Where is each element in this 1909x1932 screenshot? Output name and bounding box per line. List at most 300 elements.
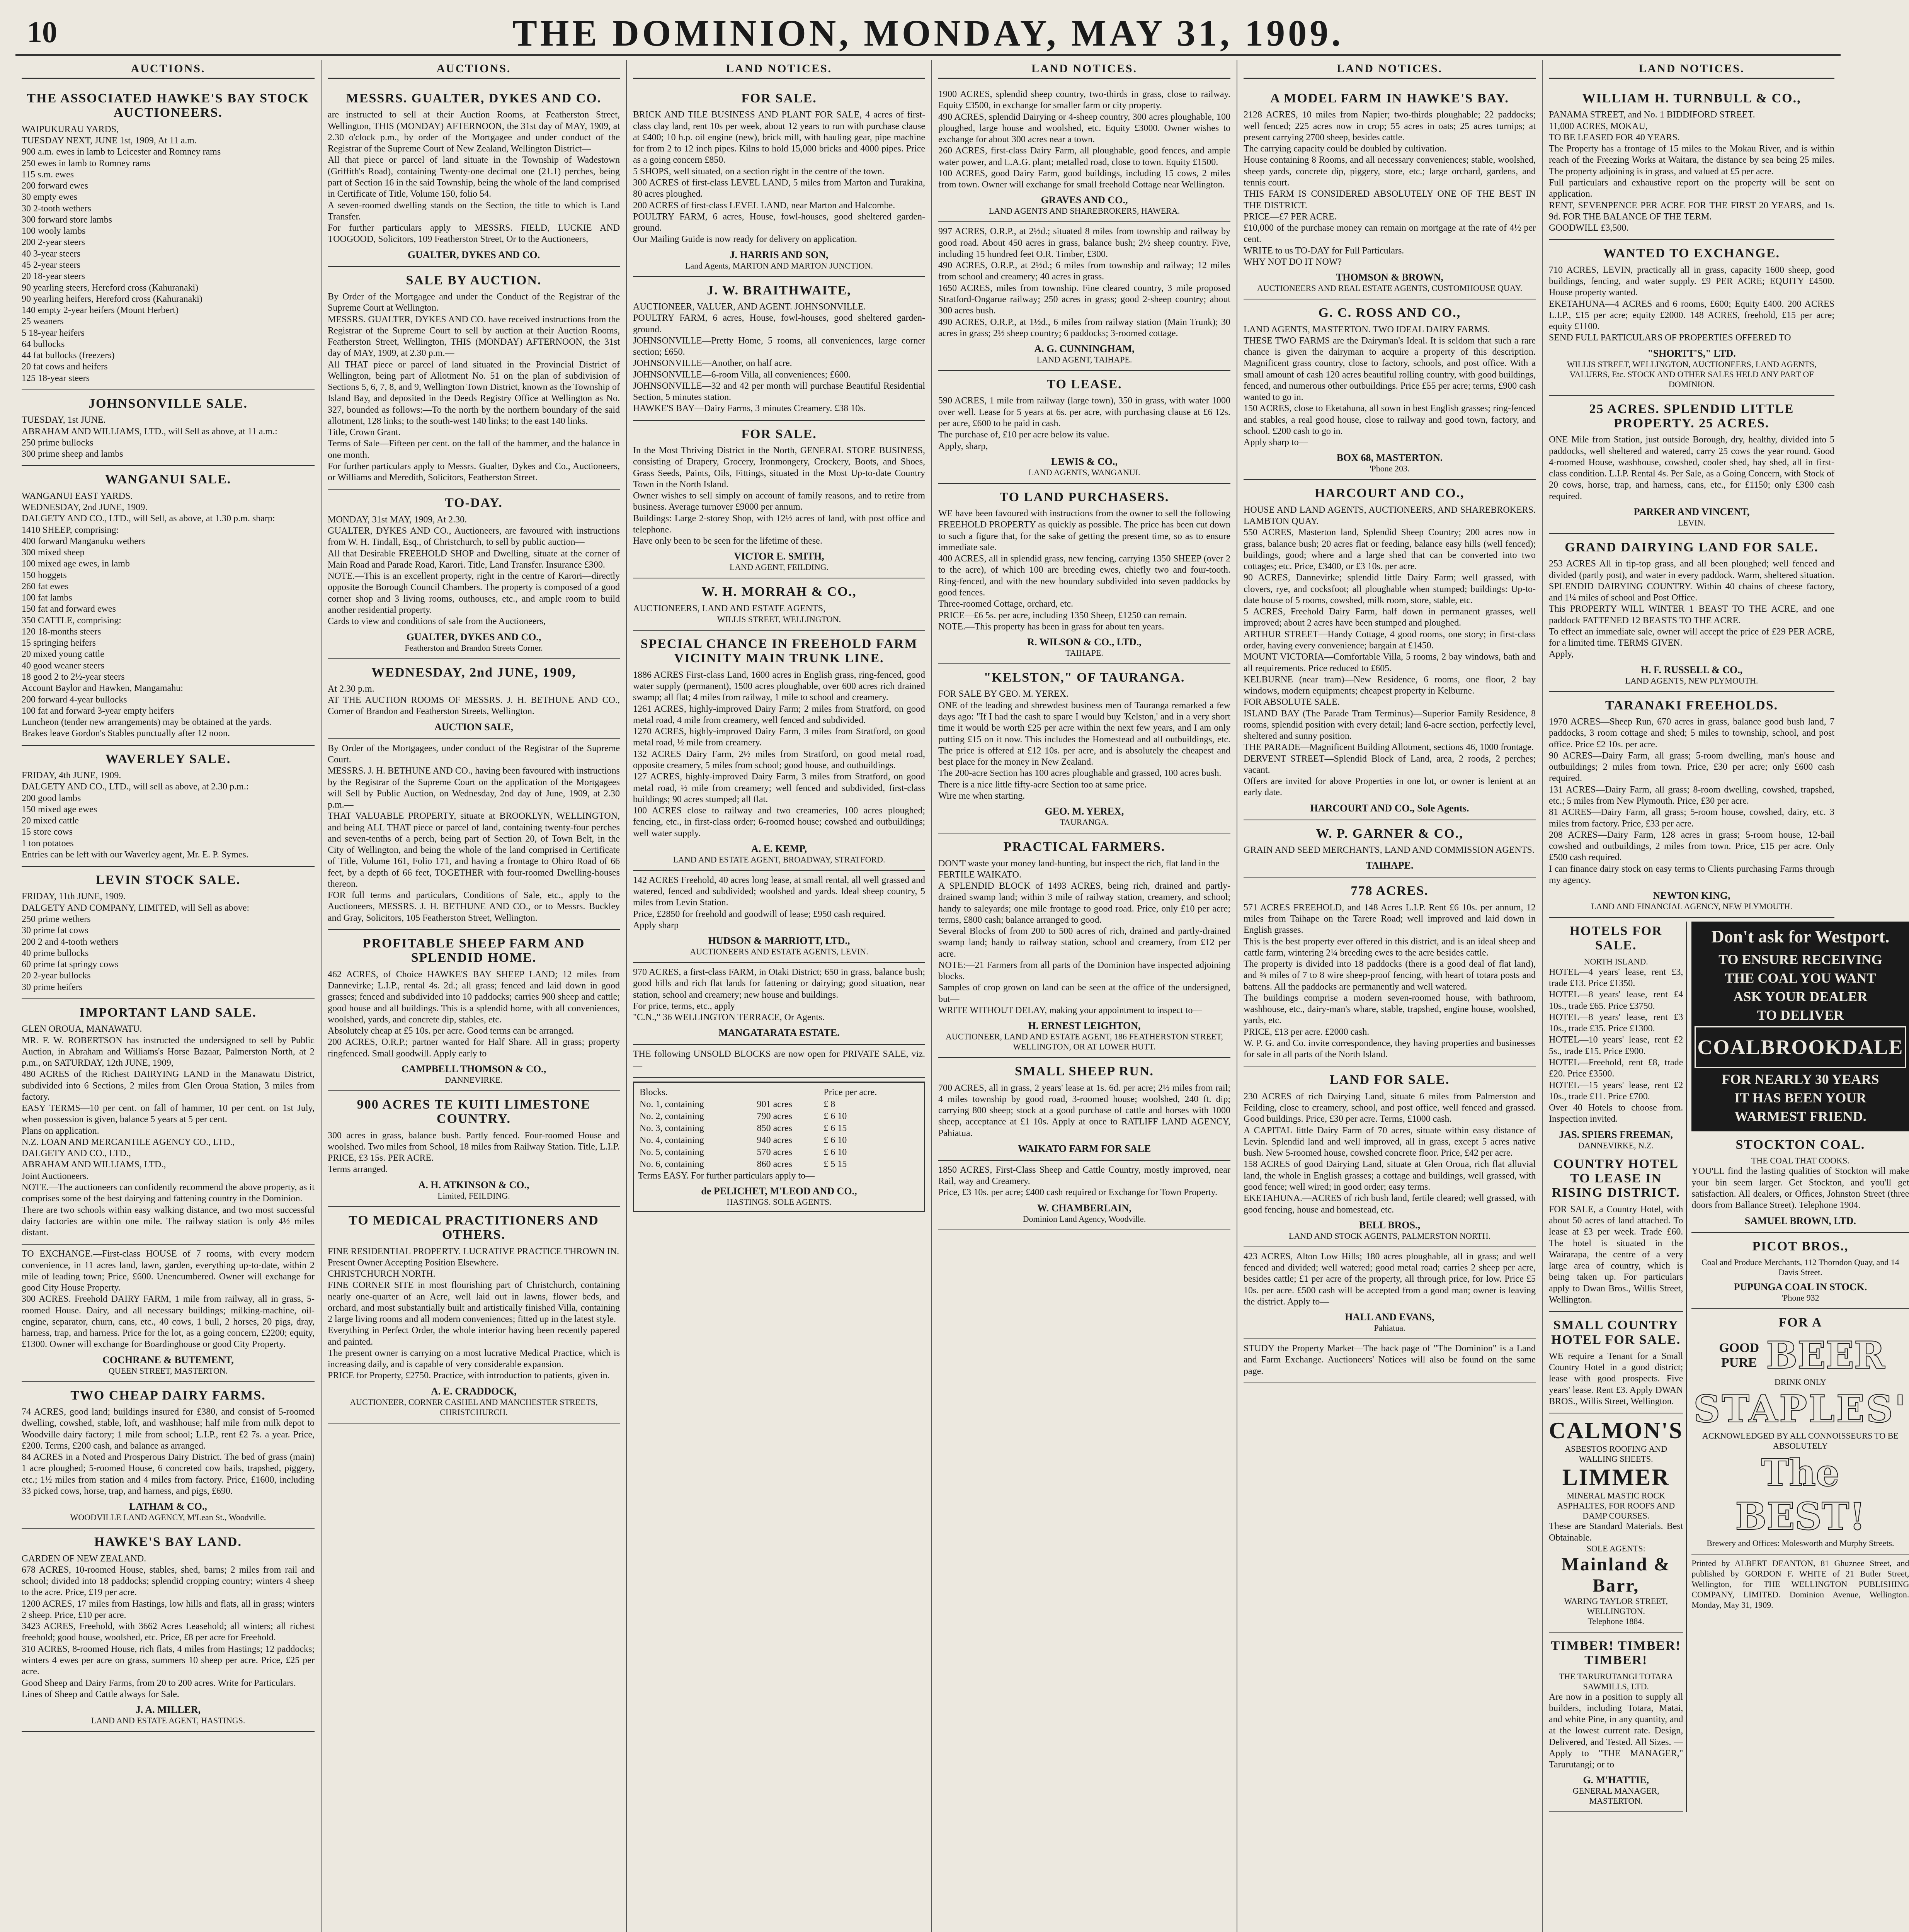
table-cell: 850 acres bbox=[757, 1123, 792, 1134]
classified-ad bbox=[633, 277, 925, 421]
table-row bbox=[638, 1111, 920, 1122]
ad-body: FRIDAY, 4th JUNE, 1909. DALGETY AND CO., LTD., will sell as above, at 2.30 p.m.: 200 good lambs 150 mixed age ewes 20 mixed cattle 15 store cows 1 ton potatoes Entries can be left with our Waverley agent, Mr. E. P. Symes. bbox=[22, 770, 249, 860]
ad-body: 571 ACRES FREEHOLD, and 148 Acres L.I.P. Rent £6 10s. per annum, 12 miles from Taihape on the Tarere Road; well improved and laid down in English grasses. This is the best property ever offered in this district, and is an ideal sheep and cattle farm, wintering 2¼ breeding ewes to the acre besides cattle. The property is divided into 18 paddocks (there is a good deal of flat land), and ¾ miles of 7 to 8 wire sheep-proof fencing, with heart of totara posts and battens. All the paddocks are permanently and well watered. The buildings comprise a modern seven-roomed house, with bathroom, washhouse, etc., dairy-man's whare, stable, trapshed, engine house, woolshed, yards, etc. PRICE, £13 per acre. £2000 cash. W. P. G. and Co. invite correspondence, they having properties and businesses for sale in all parts of the North Island. bbox=[1244, 902, 1536, 1060]
table-cell: No. 1, containing bbox=[640, 1099, 704, 1110]
classified-ad bbox=[22, 1529, 315, 1732]
ad-signature: LEWIS & CO., bbox=[1051, 456, 1118, 467]
ad-title: SMALL SHEEP RUN. bbox=[1015, 1064, 1154, 1079]
ad-body: By Order of the Mortgagees, under conduct of the Registrar of the Supreme Court. MESSRS. J. H. BETHUNE AND CO., having been favoured with instructions by the Registrar of the Supreme Court on the application of the Mortgagees will Sell by Public Auction, on Wednesday, 2nd day of June, 1909, at 2.30 p.m.— THAT VALUABLE PROPERTY, situate at BROOKLYN, WELLINGTON, and being ALL THAT piece or parcel of land, containing twenty-four perches and seven-tenths of a perch, being part of Section 20, of Town Belt, in the City of Wellington, and being the whole of the land comprised in Certificate of Title, Volume 161, Folio 171, and having a frontage to Ohiro Road of 66 feet, by a depth of 66 feet, TOGETHER with four-roomed Dwelling-houses thereon. FOR full terms and particulars, Conditions of Sale, etc., apply to the Auctioneers, MESSRS. J. H. BETHUNE AND CO., or to Messrs. Buckley and Gray, Solicitors, 105 Featherston Street, Wellington. bbox=[328, 743, 620, 923]
classified-ad bbox=[633, 85, 925, 277]
classified-ad bbox=[22, 999, 315, 1245]
ad-body: WE have been favoured with instructions from the owner to sell the following FREEHOLD PROPERTY as quickly as possible. The price has been cut down to such a figure that, for the sake of getting the present time, so as to ensure immediate sale. 400 ACRES, all in splendid grass, new fencing, carrying 1350 SHEEP (over 2 to the acre), of which 100 are breeding ewes, chiefly two and four-tooth. Ring-fenced, and with the new boundary subdivided into seven paddocks by good fences. Three-roomed Cottage, orchard, etc. PRICE—£6 5s. per acre, including 1350 Sheep, £1250 can remain. NOTE.—This property has been in grass for about ten years. bbox=[938, 509, 1230, 632]
ad-signature-sub: LAND AGENT, FEILDING. bbox=[729, 562, 829, 572]
ad-body: 2128 ACRES, 10 miles from Napier; two-thirds ploughable; 22 paddocks; well fenced; 225 acres now in crop; 55 acres in oats; 25 acres turnips; at present carrying 2700 sheep, besides cattle. The carrying capacity could be doubled by cultivation. House containing 8 Rooms, and all necessary conveniences; stable, woolshed, sheep yards, concrete dip, piggery, store, etc.; large orchard, gardens, and tennis court. THIS FARM IS CONSIDERED ABSOLUTELY ONE OF THE BEST IN THE DISTRICT. PRICE—£7 PER ACRE. £10,000 of the purchase money can remain on mortgage at the rate of 4½ per cent. WRITE to us TO-DAY for Full Particulars. WHY NOT DO IT NOW? bbox=[1244, 110, 1536, 267]
ad-body: BRICK AND TILE BUSINESS AND PLANT FOR SALE, 4 acres of first-class clay land, rent 10s per week, about 12 years to run with purchase clause at £400; 10 h.p. oil engine (new), brick mill, with hauling gear, pipe machine for from 2 to 12 inch pipes. Kilns to hold 15,000 bricks and 4000 pipes. Price as a going concern £850. 5 SHOPS, well situated, on a section right in the centre of the town. 300 ACRES of first-class LEVEL LAND, 5 miles from Marton and Turakina, 80 acres ploughed. 200 ACRES of first-class LEVEL LAND, near Marton and Halcombe. POULTRY FARM, 6 acres, House, fowl-houses, good sheltered garden-ground. Our Mailing Guide is now ready for delivery on application. bbox=[633, 110, 925, 245]
stockton-title: STOCKTON COAL. bbox=[1735, 1138, 1865, 1152]
ad-title: WANGANUI SALE. bbox=[105, 472, 231, 487]
classified-ad bbox=[328, 739, 620, 930]
beer-for: FOR A bbox=[1778, 1315, 1822, 1330]
ad-title: TO-DAY. bbox=[445, 496, 503, 510]
ad-body: GLEN OROUA, MANAWATU. MR. F. W. ROBERTSON has instructed the undersigned to sell by Public Auction, in Abraham and Williams's Horse Bazaar, Palmerston North, at 2 p.m., on SATURDAY, 12th JUNE, 1909, 480 ACRES of the Richest DAIRYING LAND in the Manawatu District, subdivided into 6 Sections, 2 miles from Glen Oroua Station, 3 miles from factory. EASY TERMS—10 per cent. on fall of hammer, 10 per cent. on 1st July, when possession is given, balance 5 years at 5 per cent. Plans on application. N.Z. LOAN AND MERCANTILE AGENCY CO., LTD., DALGETY AND CO., LTD., ABRAHAM AND WILLIAMS, LTD., Joint Auctioneers. NOTE.—The auctioneers can confidently recommend the above property, as it comprises some of the best dairying and fattening country in the Dominion. There are two schools within easy walking distance, and two most successful dairy factories are within one mile. The railway station is only 4½ miles distant. bbox=[22, 1024, 315, 1238]
ad-body: At 2.30 p.m. AT THE AUCTION ROOMS OF MESSRS. J. H. BETHUNE AND CO., Corner of Brandon and Featherston Streets, Wellington. bbox=[328, 684, 620, 717]
ad-signature-sub: LAND AGENTS, WANGANUI. bbox=[1028, 467, 1140, 477]
stockton-signature: SAMUEL BROWN, LTD. bbox=[1744, 1215, 1856, 1226]
classified-ad bbox=[938, 222, 1230, 371]
beer-row bbox=[1691, 1333, 1909, 1377]
classified-ad bbox=[633, 963, 925, 1045]
stockton-ad bbox=[1691, 1131, 1909, 1233]
mainland-sub: WARING TAYLOR STREET, WELLINGTON. bbox=[1564, 1596, 1668, 1616]
ad-signature-sub: TAIHAPE. bbox=[1065, 648, 1103, 658]
table-header-cell bbox=[755, 1087, 822, 1099]
ad-signature: GEO. M. YEREX, bbox=[1045, 806, 1124, 817]
table-cell: No. 2, containing bbox=[640, 1111, 704, 1122]
ad-body: 1970 ACRES—Sheep Run, 670 acres in grass, balance good bush land, 7 paddocks, 3 room cottage and shed; 5 miles to township, school, and post office. Price £2 10s. per acre. 90 ACRES—Dairy Farm, all grass; 5-room dwelling, man's house and outbuildings; 2 miles from town. Price, £30 per acre; only £600 cash required. 131 ACRES—Dairy Farm, all grass; 8-room dwelling, cowshed, trapshed, etc.; 5 miles from New Plymouth. Price, £30 per acre. 81 ACRES—Dairy Farm, all grass; 5-room house, cowshed, dairy, etc. 3 miles from factory. Price, £33 per acre. 208 ACRES—Dairy Farm, 128 acres in grass; 5-room house, 12-bail cowshed and outbuildings, 2 miles from town. Price, £15 per acre. Only £500 cash required. I can finance dairy stock on easy terms to Clients purchasing Farms through my agency. bbox=[1549, 717, 1834, 885]
table-row bbox=[638, 1146, 920, 1158]
classified-ad bbox=[1244, 1066, 1536, 1247]
ad-body: WAIPUKURAU YARDS, TUESDAY NEXT, JUNE 1st, 1909, At 11 a.m. 900 a.m. ewes in lamb to Leicester and Romney rams 250 ewes in lamb to Romney rams 115 s.m. ewes 200 forward ewes 30 empty ewes 30 2-tooth wethers 300 forward store lambs 100 wooly lambs 200 2-year steers 40 3-year steers 45 2-year steers 20 18-year steers 90 yearling steers, Hereford cross (Kahuranaki) 90 yearling heifers, Hereford cross (Kahuranaki) 140 empty 2-year heifers (Mount Herbert) 25 weaners 5 18-year heifers 64 bullocks 44 fat bullocks (freezers) 20 fat cows and heifers 125 18-year steers bbox=[22, 124, 221, 383]
the-best: The BEST! bbox=[1735, 1451, 1866, 1539]
classified-ad bbox=[22, 746, 315, 867]
ad-signature: HUDSON & MARRIOTT, LTD., bbox=[708, 935, 850, 947]
telephone: Telephone 1884. bbox=[1587, 1616, 1644, 1626]
ad-signature: PARKER AND VINCENT, bbox=[1633, 506, 1750, 517]
ad-signature-sub: Limited, FEILDING. bbox=[437, 1190, 510, 1201]
classified-ad bbox=[938, 1161, 1230, 1230]
ad-signature: R. WILSON & CO., LTD., bbox=[1027, 636, 1142, 648]
ad-signature: WAIKATO FARM FOR SALE bbox=[1017, 1143, 1151, 1154]
ad-title: SALE BY AUCTION. bbox=[406, 273, 542, 287]
newspaper-title: THE DOMINION, MONDAY, MAY 31, 1909. bbox=[512, 12, 1344, 54]
classified-ad bbox=[22, 85, 315, 390]
ad-signature: "SHORTT'S," LTD. bbox=[1647, 347, 1736, 359]
staples-logo: STAPLES' bbox=[1693, 1387, 1907, 1431]
blocks-table-box bbox=[633, 1082, 925, 1212]
ad-signature: A. E. CRADDOCK, bbox=[431, 1385, 517, 1397]
ad-body: GARDEN OF NEW ZEALAND. 678 ACRES, 10-roomed House, stables, shed, barns; 2 miles from rail and school; divided into 18 paddocks; splendid cropping country; winters 4 sheep to the acre. Price, £19 per acre. 1200 ACRES, 17 miles from Hastings, low hills and flats, all in grass; winters 2 sheep. Price, £10 per acre. 3423 ACRES, Freehold, with 3662 Acres Leasehold; all winters; all richest freehold; good house, woolshed, etc. Price, £8 per acre for Freehold. 310 ACRES, 8-roomed House, rich flats, 4 miles from Hastings; 12 paddocks; winters 4 ewes per acre on grass, summers 10 sheep per acre. Price, £25 per acre. Good Sheep and Dairy Farms, from 20 to 200 acres. Write for Particulars. Lines of Sheep and Cattle always for Sale. bbox=[22, 1553, 315, 1699]
ad-title: WANTED TO EXCHANGE. bbox=[1603, 246, 1780, 261]
hotels-heading: HOTELS FOR SALE. bbox=[1569, 924, 1662, 953]
ad-signature-sub: WOODVILLE LAND AGENCY, M'Lean St., Woodville. bbox=[70, 1512, 266, 1522]
ad-title: COUNTRY HOTEL TO LEASE IN RISING DISTRICT. bbox=[1552, 1156, 1680, 1200]
ad-body: WE require a Tenant for a Small Country Hotel in a good district; lease with good prospects. Five years' lease. Rent £3. Apply DWAN BROS., Willis Street, Wellington. bbox=[1549, 1351, 1683, 1406]
calmon-sub: ASBESTOS ROOFING AND WALLING SHEETS. bbox=[1565, 1444, 1667, 1464]
beer-word: BEER bbox=[1766, 1333, 1885, 1378]
ad-body: In the Most Thriving District in the North, GENERAL STORE BUSINESS, consisting of Drapery, Grocery, Ironmongery, Crockery, Boots, and Shoes, Grass Seeds, Paints, Oils, Fittings, situated in the Most Up-to-date Country Town in the North Island. Owner wishes to sell simply on account of family reasons, and to retire from business. Average turnover £9000 per annum. Buildings: Large 2-storey Shop, with 12½ acres of land, with post office and telephone. Have only been to be seen for the lifetime of these. bbox=[633, 446, 925, 546]
ad-signature-sub: 'Phone 203. bbox=[1370, 464, 1410, 474]
ad-body: 423 ACRES, Alton Low Hills; 180 acres ploughable, all in grass; and well fenced and divided; well watered; good metal road; carries 2 sheep per acre, besides cattle; £1 per acre of the property, all through price, for low. Price £5 10s. per acre. £500 cash will be accepted from a good man; owner is leaving the district. Apply to— bbox=[1244, 1251, 1536, 1307]
stockton-sub: THE COAL THAT COOKS. bbox=[1751, 1156, 1849, 1166]
column-auctions-1 bbox=[15, 60, 321, 1932]
blocks-footer: Terms EASY. For further particulars apply to— bbox=[638, 1171, 815, 1181]
table-cell: 570 acres bbox=[757, 1147, 792, 1158]
classified-ad bbox=[328, 659, 620, 739]
westport-tail bbox=[1695, 1071, 1906, 1124]
ad-title: G. C. ROSS AND CO., bbox=[1318, 306, 1461, 320]
masthead bbox=[15, 8, 1841, 56]
hotels-signature: JAS. SPIERS FREEMAN, bbox=[1559, 1129, 1673, 1140]
column-land-notices-3 bbox=[1237, 60, 1542, 1932]
ad-signature-sub: LAND AGENTS AND SHAREBROKERS, HAWERA. bbox=[989, 206, 1180, 216]
table-row bbox=[638, 1134, 920, 1146]
table-cell: 940 acres bbox=[757, 1135, 792, 1146]
ad-body: MONDAY, 31st MAY, 1909, At 2.30. GUALTER, DYKES AND CO., Auctioneers, are favoured with instructions from W. H. Tindall, Esq., of Christchurch, to sell by public auction— All that Desirable FREEHOLD SHOP and Dwelling, situate at the corner of Main Road and Parade Road, Karori. Title, Land Transfer. Insurance £300. NOTE.—This is an excellent property, right in the centre of Karori—directly opposite the Borough Council Chambers. The property is composed of a good corner shop and 3 living rooms, outhouses, etc., and ample room to build another residential property. Cards to view and conditions of sale from the Auctioneers, bbox=[328, 514, 620, 627]
westport-line: THE COAL YOU WANT bbox=[1725, 970, 1876, 986]
ad-title: 900 ACRES TE KUITI LIMESTONE COUNTRY. bbox=[357, 1097, 591, 1126]
ad-signature-sub: LAND AGENTS, NEW PLYMOUTH. bbox=[1625, 675, 1758, 685]
table-cell: £ 8 bbox=[823, 1099, 835, 1110]
ad-title: A MODEL FARM IN HAWKE'S BAY. bbox=[1270, 91, 1509, 105]
ad-title: GRAND DAIRYING LAND FOR SALE. bbox=[1565, 540, 1819, 554]
ad-title: PROFITABLE SHEEP FARM AND SPLENDID HOME. bbox=[362, 936, 585, 965]
table-cell: No. 6, containing bbox=[640, 1159, 704, 1170]
ads-list bbox=[938, 85, 1230, 1230]
westport-line: TO ENSURE RECEIVING bbox=[1718, 952, 1882, 968]
ad-title: 778 ACRES. bbox=[1351, 884, 1429, 898]
table-cell: No. 5, containing bbox=[640, 1147, 704, 1158]
classified-ad bbox=[633, 578, 925, 631]
ad-title: WEDNESDAY, 2nd JUNE, 1909, bbox=[371, 665, 576, 680]
westport-tail-line: WARMEST FRIEND. bbox=[1734, 1109, 1866, 1124]
ad-signature: TAIHAPE. bbox=[1366, 860, 1414, 871]
ad-signature: GRAVES AND CO., bbox=[1041, 194, 1128, 206]
column-auctions-2 bbox=[321, 60, 626, 1932]
ad-signature: COCHRANE & BUTEMENT, bbox=[102, 1354, 234, 1366]
ad-signature-sub: LAND AGENT, TAIHAPE. bbox=[1036, 355, 1132, 365]
ad-title: WAVERLEY SALE. bbox=[105, 752, 231, 766]
ad-signature-sub: Pahiatua. bbox=[1374, 1323, 1405, 1333]
classified-ad bbox=[633, 631, 925, 871]
coalbrookdale-logo: COALBROOKDALE bbox=[1695, 1026, 1906, 1068]
ad-body: 700 ACRES, all in grass, 2 years' lease at 1s. 6d. per acre; 2½ miles from rail; 4 miles township by good road, 3-roomed house; woolshed, 240 ft. dip; carrying 800 sheep; stock at a good purchase of cattle and horses with 1000 sheep, acceptance at £1 10s. Apply at once to RATLIFF LAND AGENCY, Pahiatua. bbox=[938, 1083, 1230, 1138]
ad-body: 1886 ACRES First-class Land, 1600 acres in English grass, ring-fenced, good water supply (permanent), 1500 acres ploughable, over 600 acres rich drained swamp; all flat; 4 miles from railway, 1 mile to school and creamery. 1261 ACRES, highly-improved Dairy Farm; 2 miles from Stratford, on good metal road, 4 mile from creamery, well fenced and subdivided. 1270 ACRES, highly-improved Dairy Farm, 3 miles from Stratford, on good metal road, ½ mile from creamery. 132 ACRES Dairy Farm, 2½ miles from Stratford, on good metal road, opposite creamery, 5 miles from school; good house, and outbuildings. 127 ACRES, highly-improved Dairy Farm, 3 miles from Stratford, on good metal road, ½ mile from creamery; well fenced and subdivided, first-class buildings; 90 acres stumped; all flat. 100 ACRES close to railway and two creameries, 100 acres ploughed; fencing, etc., in first-class order; 6-roomed house; cowshed and outbuildings; well water supply. bbox=[633, 670, 925, 838]
ad-body: FRIDAY, 11th JUNE, 1909. DALGETY AND COMPANY, LIMITED, will Sell as above: 250 prime wethers 30 prime fat cows 200 2 and 4-tooth wethers 40 prime bullocks 60 prime fat springy cows 20 2-year bullocks 30 prime heifers bbox=[22, 891, 250, 992]
column-heading: LAND NOTICES. bbox=[1244, 60, 1536, 79]
westport-line: ASK YOUR DEALER bbox=[1733, 989, 1868, 1005]
drink-only: DRINK ONLY bbox=[1774, 1377, 1826, 1387]
hotels-subheading: NORTH ISLAND. bbox=[1584, 956, 1648, 966]
ad-title: LEVIN STOCK SALE. bbox=[95, 873, 241, 888]
hattie-sub: GENERAL MANAGER, MASTERTON. bbox=[1572, 1786, 1659, 1806]
table-cell: No. 3, containing bbox=[640, 1123, 704, 1134]
table-header-cell: Blocks. bbox=[640, 1087, 668, 1098]
classified-ad bbox=[1549, 240, 1834, 395]
calmon-ad bbox=[1549, 1413, 1683, 1633]
ad-body: AUCTIONEERS, LAND AND ESTATE AGENTS, bbox=[633, 603, 826, 614]
ad-body: 590 ACRES, 1 mile from railway (large town), 350 in grass, with water 1000 over well. Lease for 5 years at 6s. per acre, with purchasing clause at £6 12s. per acre, £600 to be paid in cash. The purchase of, £10 per acre below its value. Apply, sharp, bbox=[938, 396, 1230, 451]
table-row bbox=[638, 1158, 920, 1170]
materials-note: These are Standard Materials. Best Obtainable. bbox=[1549, 1521, 1683, 1543]
ad-signature: THOMSON & BROWN, bbox=[1336, 272, 1444, 283]
westport-title: Don't ask for Westport. bbox=[1711, 927, 1890, 947]
classified-ad bbox=[1244, 299, 1536, 480]
ad-body: DON'T waste your money land-hunting, but inspect the rich, flat land in the FERTILE WAIKATO. A SPLENDID BLOCK of 1493 ACRES, being rich, drained and partly-drained swamp land; within 3 mile of railway station, creamery, and school; handy to saleyards; one mile frontage to good road. Price, only £10 per acre; terms, £800 cash; balance arranged to good. Several Blocks of from 200 to 500 acres of rich, drained and partly-drained swamp land; handy to railway station, school and creamery, from £12 per acre. NOTE:—21 Farmers from all parts of the Dominion have inspected adjoining blocks. Samples of crop grown on land can be seen at the office of the undersigned, but— WRITE WITHOUT DELAY, making your appointment to inspect to— bbox=[938, 858, 1230, 1015]
ad-title: SMALL COUNTRY HOTEL FOR SALE. bbox=[1551, 1318, 1681, 1347]
classified-ad bbox=[328, 490, 620, 659]
classified-ad bbox=[22, 390, 315, 466]
ads-list bbox=[1549, 85, 1834, 918]
ad-title: SPECIAL CHANCE IN FREEHOLD FARM VICINITY MAIN TRUNK LINE. bbox=[640, 637, 918, 666]
coalbrookdale-banner bbox=[1695, 1026, 1906, 1068]
ad-title: 25 ACRES. SPLENDID LITTLE PROPERTY. 25 ACRES. bbox=[1589, 401, 1794, 430]
ad-signature: A. H. ATKINSON & CO., bbox=[418, 1179, 529, 1190]
printer-imprint: Printed by ALBERT DEANTON, 81 Ghuznee Street, and published by GORDON F. WHITE of 21 Butler Street, Wellington, for THE WELLINGTON PUBLISHING COMPANY, LIMITED. Dominion Avenue, Wellington. Monday, May 31, 1909. bbox=[1691, 1558, 1909, 1610]
ad-title: THE ASSOCIATED HAWKE'S BAY STOCK AUCTIONEERS. bbox=[27, 91, 310, 120]
ad-signature-sub: Dominion Land Agency, Woodville. bbox=[1023, 1214, 1146, 1224]
column-land-notices-2 bbox=[931, 60, 1237, 1932]
ad-signature: GUALTER, DYKES AND CO., bbox=[406, 631, 541, 643]
table-cell: £ 6 10 bbox=[823, 1111, 847, 1122]
ads-list bbox=[633, 85, 925, 1078]
ad-signature: AUCTION SALE, bbox=[434, 721, 513, 733]
hotel-item: HOTEL—8 years' lease, rent £3 10s., trade £35. Price £1300. bbox=[1549, 1012, 1683, 1034]
blocks-signature-sub: HASTINGS. SOLE AGENTS. bbox=[727, 1197, 832, 1207]
pupunga-phone: 'Phone 932 bbox=[1781, 1293, 1819, 1303]
ad-body: LAND AGENTS, MASTERTON. TWO IDEAL DAIRY FARMS. THESE TWO FARMS are the Dairyman's Ideal. It is seldom that such a rare chance is given the dairyman to acquire a property of this description. Magnificent grass country, close to factory, schools, and post office. With a small amount of cash 120 acres beautiful rolling country, with good buildings, fenced, and numerous other outbuildings. Price £55 per acre; terms, £900 cash wanted to go in. 150 ACRES, close to Eketahuna, all sown in best English grasses; ring-fenced and stables, a real good house, close to railway and good town, factory, and school. £200 cash to go in. Apply sharp to— bbox=[1244, 324, 1536, 448]
hotel-item: HOTEL—Freehold, rent £8, trade £20. Price £3500. bbox=[1549, 1058, 1683, 1079]
table-cell: 901 acres bbox=[757, 1099, 792, 1110]
ad-signature-sub: AUCTIONEER, CORNER CASHEL AND MANCHESTER STREETS, CHRISTCHURCH. bbox=[350, 1397, 598, 1417]
ad-signature-sub: AUCTIONEERS AND REAL ESTATE AGENTS, CUSTOMHOUSE QUAY. bbox=[1257, 283, 1523, 293]
brewery-line: Brewery and Offices: Molesworth and Murphy Streets. bbox=[1707, 1538, 1894, 1548]
ad-signature: H. ERNEST LEIGHTON, bbox=[1028, 1020, 1141, 1032]
column-land-notices-4 bbox=[1542, 60, 1909, 1932]
ad-signature: MANGATARATA ESTATE. bbox=[718, 1027, 840, 1039]
table-row bbox=[638, 1122, 920, 1134]
limmer-logo: LIMMER bbox=[1562, 1464, 1670, 1490]
ad-title: J. W. BRAITHWAITE, bbox=[707, 283, 851, 298]
hotels-list bbox=[1549, 967, 1683, 1102]
ad-title: MESSRS. GUALTER, DYKES AND CO. bbox=[346, 91, 602, 105]
table-row bbox=[638, 1099, 920, 1111]
hotels-footer: Over 40 Hotels to choose from. Inspection invited. bbox=[1549, 1103, 1683, 1124]
classified-ad bbox=[1549, 534, 1834, 692]
country-hotel-ad bbox=[1549, 1151, 1683, 1312]
classified-ad bbox=[938, 484, 1230, 664]
ad-signature: CAMPBELL THOMSON & CO., bbox=[401, 1063, 546, 1075]
table-cell: £ 6 10 bbox=[823, 1135, 847, 1146]
ad-body: 710 ACRES, LEVIN, practically all in grass, capacity 1600 sheep, good buildings, fencing, and water supply. £9 PER ACRE; EQUITY £4500. House property wanted. EKETAHUNA—4 ACRES and 6 rooms, £600; Equity £400. 200 ACRES L.I.P., £15 per acre; equity £2000. 148 ACRES, freehold, £15 per acre; equity £1100. SEND FULL PARTICULARS OF PROPERTIES OFFERED TO bbox=[1549, 265, 1834, 343]
hotel-item: HOTEL—10 years' lease, rent £2 5s., trade £15. Price £900. bbox=[1549, 1035, 1683, 1056]
ad-signature-sub: QUEEN STREET, MASTERTON. bbox=[108, 1366, 228, 1376]
hotels-signature-sub: DANNEVIRKE, N.Z. bbox=[1578, 1140, 1654, 1150]
ad-signature: HALL AND EVANS, bbox=[1345, 1311, 1434, 1323]
stockton-body: YOU'LL find the lasting qualities of Stockton will make your bin seem larger. Get Stockton, and you'll get satisfaction. All dealers, or Offices, Johnston Street (three doors from Ballance Street). Telephone 1904. bbox=[1691, 1166, 1909, 1211]
ad-body: ONE Mile from Station, just outside Borough, dry, healthy, divided into 5 paddocks, well sheltered and watered, carry 25 cows the year round. Good 4-roomed House, washhouse, cowshed, cooler shed, hay shed, all in first-class condition. L.I.P. Rental 4s. Per Sale, as a Going Concern, with Stock of 20 cows, horse, trap, and harness, cans, etc., for £1150; only £300 cash required. bbox=[1549, 435, 1834, 502]
picot-sub: Coal and Produce Merchants, 112 Thorndon Quay, and 14 Davis Street. bbox=[1701, 1257, 1899, 1277]
pupunga: PUPUNGA COAL IN STOCK. bbox=[1734, 1281, 1867, 1293]
classified-ad bbox=[1549, 85, 1834, 240]
westport-tail-line: IT HAS BEEN YOUR bbox=[1734, 1090, 1866, 1106]
table-cell: 860 acres bbox=[757, 1159, 792, 1170]
ad-signature: W. CHAMBERLAIN, bbox=[1037, 1202, 1131, 1214]
classified-ad bbox=[22, 466, 315, 745]
hattie-sig: G. M'HATTIE, bbox=[1583, 1774, 1649, 1786]
westport-tail-line: FOR NEARLY 30 YEARS bbox=[1722, 1071, 1879, 1087]
hotel-item: HOTEL—8 years' lease, rent £4 10s., trade £65. Price £3750. bbox=[1549, 990, 1683, 1011]
ad-signature: BOX 68, MASTERTON. bbox=[1336, 452, 1443, 464]
ad-signature: H. F. RUSSELL & CO., bbox=[1640, 664, 1743, 675]
ad-body: 230 ACRES of rich Dairying Land, situate 6 miles from Palmerston and Feilding, close to creamery, school, and post office, well fenced and grassed. Good buildings. Price, £30 per acre. Terms, £1000 cash. A CAPITAL little Dairy Farm of 70 acres, situate within easy distance of Levin. Splendid land and well improved, all in grass, except 5 acres native bush. New 5-roomed house, cowshed concrete floor. Price, £42 per acre. 158 ACRES of good Dairying Land, situate at Glen Oroua, rich flat alluvial land, the whole in English grasses; a cottage and buildings, well grassed, with good fence; well wired; in good order; easy terms. EKETAHUNA.—ACRES of rich bush land, fertile cleared; well grassed, with good fencing, house and homestead, etc. bbox=[1244, 1091, 1536, 1215]
beer-good-pure: GOOD PURE bbox=[1719, 1340, 1759, 1370]
classified-ad bbox=[1549, 396, 1834, 534]
ad-title: LAND FOR SALE. bbox=[1329, 1073, 1450, 1087]
ad-body: HOUSE AND LAND AGENTS, AUCTIONEERS, AND SHAREBROKERS. LAMBTON QUAY. 550 ACRES, Masterton land, Splendid Sheep Country; 200 acres now in grass, balance bush; 20 acres flat or feeding, balance easy hills (well fenced); buildings, good; where and a large shed that can be converted into two cottages; etc. Price, £3400, or £3 10s. per acre. 90 ACRES, Dannevirke; splendid little Dairy Farm; well grassed, with clovers, rye, and cocksfoot; all ploughable when stumped; buildings: Up-to-date house of 5 rooms, cowshed, milk room, store, stable, etc. 5 ACRES, Freehold Dairy Farm, half down in permanent grasses, well improved; about 2 acres have been stumped and ploughed. ARTHUR STREET—Handy Cottage, 4 good rooms, one story; in first-class order, having every convenience; bargain at £1450. MOUNT VICTORIA—Comfortable Villa, 5 rooms, 2 bay windows, bath and all requirements. Price reduced to £605. KELBURNE (near tram)—New Residence, 6 rooms, one floor, 2 bay windows, modern equipments; cheapest property in Kelburne. FOR ABSOLUTE SALE. ISLAND BAY (The Parade Tram Terminus)—Superior Family Residence, 8 rooms, splendid position with every detail; land 6-acre section, perfectly level, sheltered and sunny position. THE PARADE—Magnificent Building Allotment, sections 46, 1000 frontage. DERVENT STREET—Splendid Block of Land, area, 2 roods, 2 perches; vacant. Offers are invited for above Properties in one lot, or owner is lenient at an early date. bbox=[1244, 505, 1536, 798]
ad-signature: NEWTON KING, bbox=[1653, 890, 1730, 901]
ad-signature-sub: Land Agents, MARTON AND MARTON JUNCTION. bbox=[685, 260, 873, 270]
ad-body: 997 ACRES, O.R.P., at 2½d.; situated 8 miles from township and railway by good road. About 450 acres in grass, balance bush; 2½ sheep country. Five, including 15 hundred feet O.R. Timber, £300. 490 ACRES, O.R.P., at 2½d.; 6 miles from township and railway; 12 miles from school and creamery; 40 acres in grass. 1650 ACRES, miles from township. Fine cleared country, 3 mile proposed Stratford-Ongarue railway; 250 acres in grass; good 2-sheep country; about 300 acres bush. 490 ACRES, O.R.P., at 1½d., 6 miles from railway station (Main Trunk); 30 acres in grass; 2½ sheep country; 6 paddocks; 3-roomed cottage. bbox=[938, 226, 1230, 338]
picot-title: PICOT BROS., bbox=[1752, 1239, 1849, 1253]
ad-signature-sub: DANNEVIRKE. bbox=[445, 1075, 503, 1085]
hotels-column bbox=[1549, 922, 1687, 1812]
ad-title: JOHNSONVILLE SALE. bbox=[88, 396, 248, 411]
column-heading: AUCTIONS. bbox=[328, 60, 620, 79]
table-cell: 790 acres bbox=[757, 1111, 792, 1122]
ad-body: TO EXCHANGE.—First-class HOUSE of 7 rooms, with every modern convenience, in 11 acres land, lawn, garden, everything up-to-date, within 2 mile of leading town; Price, £600. Unencumbered. Owner will exchange for good City House Property. 300 ACRES. Freehold DAIRY FARM, 1 mile from railway, all in grass, 5-roomed House. Dairy, and all necessary buildings; milking-machine, oil-engine, separator, churn, cans, etc., 40 cows, 1 bull, 2 horses, 20 pigs, dray, harness, trap, and harness. Price for the lot, as a going concern, £2200; equity, £1300. Owner will exchange for Boardinghouse or good City Property. bbox=[22, 1249, 315, 1350]
column-land-notices-1 bbox=[626, 60, 931, 1932]
page-number: 10 bbox=[27, 15, 57, 49]
classified-ad bbox=[22, 1245, 315, 1382]
ad-signature: A. G. CUNNINGHAM, bbox=[1034, 343, 1135, 355]
classified-ad bbox=[328, 85, 620, 267]
blocks-signature: de PELICHET, M'LEOD AND CO., bbox=[701, 1185, 857, 1197]
ad-title: TO MEDICAL PRACTITIONERS AND OTHERS. bbox=[349, 1213, 599, 1242]
ad-body: 74 ACRES, good land; buildings insured for £380, and consist of 5-roomed dwelling, cowshed, stable, loft, and washhouse; half mile from milk depot to Woodville dairy factory; 1 mile from school; L.I.P., rent £2 7s. a year. Price, £200. Terms, £200 cash, and balance as arranged. 84 ACRES in a Noted and Prosperous Dairy District. The bed of grass (main) 1 acre ploughed; 5-roomed House, 6 concreted cow bails, trapshed, piggery, etc.; 1½ miles from station and 4 miles from factory. Price, £1600, including 33 picked cows, horse, trap, and harness, and pigs, £690. bbox=[22, 1407, 315, 1496]
classified-ad bbox=[938, 1058, 1230, 1161]
westport-line: TO DELIVER bbox=[1757, 1007, 1844, 1023]
westport-ad bbox=[1691, 922, 1909, 1131]
ad-signature: VICTOR E. SMITH, bbox=[734, 551, 824, 562]
ad-title: FOR SALE. bbox=[741, 91, 817, 105]
ads-list bbox=[328, 85, 620, 1423]
classified-ad bbox=[1244, 1247, 1536, 1339]
column-heading: AUCTIONS. bbox=[22, 60, 315, 79]
ad-title: W. P. GARNER & CO., bbox=[1316, 826, 1463, 841]
hotel-item: HOTEL—15 years' lease, rent £2 10s., trade £11. Price £700. bbox=[1549, 1080, 1683, 1102]
ad-body: GRAIN AND SEED MERCHANTS, LAND AND COMMISSION AGENTS. bbox=[1244, 845, 1535, 855]
sole-agents: SOLE AGENTS: bbox=[1586, 1543, 1645, 1553]
ad-title: TO LEASE. bbox=[1046, 377, 1122, 392]
ad-body: 253 ACRES All in tip-top grass, and all been ploughed; well fenced and divided (partly post), and water in every paddock. Warm, sheltered situation. SPLENDID DAIRYING COUNTRY. Within 40 chains of cheese factory, and 1¼ miles of school and Post Office. This PROPERTY WILL WINTER 1 BEAST TO THE ACRE, and one paddock FATTENED 12 BEASTS TO THE ACRE. To effect an immediate sale, owner will accept the price of £29 PER ACRE, for a limited time. TERMS GIVEN. Apply, bbox=[1549, 559, 1834, 660]
ad-title: PRACTICAL FARMERS. bbox=[1003, 840, 1165, 854]
ad-title: "KELSTON," OF TAURANGA. bbox=[983, 670, 1185, 685]
classified-ad bbox=[633, 421, 925, 579]
classified-ad bbox=[22, 867, 315, 999]
ad-title: HAWKE'S BAY LAND. bbox=[94, 1535, 242, 1549]
ad-body: AUCTIONEER, VALUER, AND AGENT. JOHNSONVILLE. POULTRY FARM, 6 acres, House, fowl-houses, good sheltered garden-ground. JOHNSONVILLE—Pretty Home, 5 rooms, all conveniences, large corner section; £650. JOHNSONVILLE—Another, on half acre. JOHNSONVILLE—6-room Villa, all conveniences; £600. JOHNSONVILLE—32 and 42 per month will purchase Beautiful Residential Section, 5 minutes station. HAWKE'S BAY—Dairy Farms, 3 minutes Creamery. £38 10s. bbox=[633, 301, 925, 414]
ad-signature: J. A. MILLER, bbox=[135, 1704, 201, 1716]
ads-list bbox=[1244, 85, 1536, 1383]
ad-signature: J. HARRIS AND SON, bbox=[730, 249, 829, 260]
coal-beer-column bbox=[1691, 922, 1909, 1812]
ack-line: ACKNOWLEDGED BY ALL CONNOISSEURS TO BE ABSOLUTELY bbox=[1702, 1431, 1899, 1451]
classified-ad bbox=[1244, 1339, 1536, 1383]
ad-body: PANAMA STREET, and No. 1 BIDDIFORD STREET. 11,000 ACRES, MOKAU, TO BE LEASED FOR 40 YEARS. The Property has a frontage of 15 miles to the Mokau River, and is within reach of the Freezing Works at Waitara, the distance by sea being 25 miles. The property adjoining is in grass, and valued at £5 per acre. Full particulars and exhaustive report on the property will be sent on application. RENT, SEVENPENCE PER ACRE FOR THE FIRST 20 YEARS, and 1s. 9d. FOR THE BALANCE OF THE TERM. GOODWILL £3,500. bbox=[1549, 110, 1834, 233]
classified-ad bbox=[1244, 85, 1536, 299]
small-hotel-ad bbox=[1549, 1312, 1683, 1413]
timber-title: TIMBER! TIMBER! TIMBER! bbox=[1551, 1638, 1681, 1668]
ad-signature-sub: WILLIS STREET, WELLINGTON, AUCTIONEERS, LAND AGENTS, VALUERS, Etc. STOCK AND OTHER SALES HELD ANY PART OF DOMINION. bbox=[1567, 359, 1817, 389]
table-cell: £ 6 10 bbox=[823, 1147, 847, 1158]
ad-signature-sub: AUCTIONEERS AND ESTATE AGENTS, LEVIN. bbox=[690, 947, 868, 957]
hotel-item: HOTEL—4 years' lease, rent £3, trade £13. Price £1350. bbox=[1549, 967, 1683, 989]
ad-signature-sub: Featherston and Brandon Streets Corner. bbox=[405, 643, 543, 653]
ad-title: TO LAND PURCHASERS. bbox=[999, 490, 1169, 504]
ad-body: FOR SALE BY GEO. M. YEREX. ONE of the leading and shrewdest business men of Tauranga remarked a few days ago: "If I had the cash to spare I would buy 'Kelston,' and in a very short time it would be worth £25 per acre within the next few years, and I am only putting £15 on it now. This includes the Homestead and all outbuildings, etc. The price is offered at £12 10s. per acre, and is absolutely the cheapest and best place for the money in New Zealand. The 200-acre Section has 100 acres ploughable and grassed, 100 acres bush. There is a nice little fifty-acre Section too at same price. Wire me when starting. bbox=[938, 689, 1230, 801]
classified-ad bbox=[938, 833, 1230, 1058]
ad-body: By Order of the Mortgagee and under the Conduct of the Registrar of the Supreme Court at Wellington. MESSRS. GUALTER, DYKES AND CO. have received instructions from the Registrar of the Supreme Court to sell by auction at their Auction Rooms, Featherston Street, Wellington, THIS (MONDAY) AFTERNOON, the 31st day of MAY, 1909, at 2.30 p.m.— All THAT piece or parcel of land situated in the Provincial District of Wellington, being part of Allotment No. 51 on the plan of subdivision of Sections 5, 6, 7, 8, and 9, Wellington Town District, known as the Township of Island Bay, and deposited in the Deeds Registry Office at Wellington as No. 327, bounded as follows:—To the north by the northern boundary of the said allotment, 128 links; to the south-west 140 links; to the east 140 links. Title, Crown Grant. Terms of Sale—Fifteen per cent. on the fall of the hammer, and the balance in one month. For further particulars apply to Messrs. Gualter, Dykes and Co., Auctioneers, or Williams and Meredith, Solicitors, Featherston Street. bbox=[328, 291, 620, 483]
table-header-row bbox=[638, 1087, 920, 1099]
ad-signature-sub: WILLIS STREET, WELLINGTON. bbox=[717, 614, 841, 624]
classified-ad bbox=[22, 1382, 315, 1529]
classified-ad bbox=[938, 85, 1230, 222]
ad-body: 970 ACRES, a first-class FARM, in Otaki District; 650 in grass, balance bush; good hills and rich flat lands for fattening or dairying; good situation, near station, school and creamery; new house and buildings. For price, terms, etc., apply "C.N.," 36 WELLINGTON TERRACE, Or Agents. bbox=[633, 967, 925, 1023]
blocks-table bbox=[638, 1087, 920, 1170]
timber-company: THE TARURUTANGI TOTARA SAWMILLS, LTD. bbox=[1559, 1671, 1673, 1691]
table-cell: £ 5 15 bbox=[823, 1159, 847, 1170]
classified-ad bbox=[328, 1091, 620, 1207]
westport-lines bbox=[1695, 951, 1906, 1023]
ad-body: WANGANUI EAST YARDS. WEDNESDAY, 2nd JUNE, 1909. DALGETY AND CO., LTD., will Sell, as above, at 1.30 p.m. sharp: 1410 SHEEP, comprising: 400 forward Manganuku wethers 300 mixed sheep 100 mixed age ewes, in lamb 150 hoggets 260 fat ewes 100 fat lambs 150 fat and forward ewes 350 CATTLE, comprising: 120 18-months steers 15 springing heifers 20 mixed young cattle 40 good weaner steers 18 good 2 to 2½-year steers Account Baylor and Hawken, Mangamahu: 200 forward 4-year bullocks 100 fat and forward 3-year empty heifers Luncheon (tender new arrangements) may be obtained at the yards. Brakes leave Gordon's Stables punctually after 12 noon. bbox=[22, 491, 275, 739]
classified-ad bbox=[938, 371, 1230, 484]
classified-ad bbox=[633, 1045, 925, 1078]
classified-ad bbox=[328, 930, 620, 1091]
ad-signature: HARCOURT AND CO., Sole Agents. bbox=[1310, 802, 1469, 814]
ad-signature: GUALTER, DYKES AND CO. bbox=[407, 249, 540, 260]
table-cell: £ 6 15 bbox=[823, 1123, 847, 1134]
ad-body: 462 ACRES, of Choice HAWKE'S BAY SHEEP LAND; 12 miles from Dannevirke; L.I.P., rental 4s. 2d.; all grass; fenced and laid down in good grasses; fenced and subdivided into 10 paddocks; carries 900 sheep and cattle; good house and all buildings. This is a splendid home, with all conveniences, woolshed, yards, and concrete dip, stables, etc. Absolutely cheap at £5 10s. per acre. Good terms can be arranged. 200 ACRES, O.R.P.; partner wanted for Half Share. All in grass; property ringfenced. Small goodwill. Apply early to bbox=[328, 969, 620, 1059]
ad-title: FOR SALE. bbox=[741, 427, 817, 441]
table-cell: No. 4, containing bbox=[640, 1135, 704, 1146]
classified-ad bbox=[1549, 692, 1834, 918]
ad-body: THE following UNSOLD BLOCKS are now open for PRIVATE SALE, viz.— bbox=[633, 1049, 925, 1071]
lower-split bbox=[1549, 922, 1909, 1812]
classified-ad bbox=[1244, 820, 1536, 878]
ad-signature-sub: AUCTIONEER, LAND AND ESTATE AGENT, 186 FEATHERSTON STREET, WELLINGTON, OR AT LOWER HUTT. bbox=[945, 1032, 1223, 1052]
ad-body: 1900 ACRES, splendid sheep country, two-thirds in grass, close to railway. Equity £3500, in exchange for smaller farm or city property. 490 ACRES, splendid Dairying or 4-sheep country, 300 acres ploughable, 100 ploughed, large house and woolshed, etc. Equity £3000. Owner wishes to exchange for about 300 acres near a town. 260 ACRES, first-class Dairy Farm, all ploughable, good fences, and ample water power, and L.A.G. plant; metalled road, close to town. Equity £1500. 100 ACRES, good Dairy Farm, good buildings, including 15 cows, 2 miles from town. Owner will exchange for small freehold Cottage near Wellington. bbox=[938, 89, 1230, 190]
staples-ad bbox=[1691, 1309, 1909, 1554]
ad-body: 142 ACRES Freehold, 40 acres long lease, at small rental, all well grassed and watered, fenced and subdivided; woolshed and yards. Ideal sheep country, 5 miles from Levin Station. Price, £2850 for freehold and goodwill of lease; £950 cash required. Apply sharp bbox=[633, 875, 925, 930]
calmon-logo: CALMON'S bbox=[1549, 1418, 1683, 1444]
ad-signature: BELL BROS., bbox=[1359, 1219, 1421, 1231]
classified-ad bbox=[328, 1207, 620, 1423]
limmer-sub: MINERAL MASTIC ROCK ASPHALTES, FOR ROOFS AND DAMP COURSES. bbox=[1557, 1491, 1675, 1521]
timber-body: Are now in a position to supply all builders, including Totara, Matai, and white Pine, in any quantity, and at the lowest current rate. Design, Delivered, and Tested. All Sizes. — Apply to "THE MANAGER," Tarurutangi; or to bbox=[1549, 1692, 1683, 1770]
classified-ad bbox=[1244, 878, 1536, 1066]
ad-body: STUDY the Property Market—The back page of "The Dominion" is a Land and Farm Exchange. Auctioneers' Notices will also be found on the same page. bbox=[1244, 1344, 1536, 1376]
ad-title: W. H. MORRAH & CO., bbox=[701, 585, 857, 599]
ads-list bbox=[22, 85, 315, 1732]
ad-body: 300 acres in grass, balance bush. Partly fenced. Four-roomed House and woolshed. Two miles from School, 18 miles from Railway Station. Title, L.I.P. PRICE, £3 15s. PER ACRE. Terms arranged. bbox=[328, 1130, 620, 1175]
ad-body: FINE RESIDENTIAL PROPERTY. LUCRATIVE PRACTICE THROWN IN. Present Owner Accepting Position Elsewhere. CHRISTCHURCH NORTH. FINE CORNER SITE in most flourishing part of Christchurch, containing nearly one-quarter of an Acre, well laid out in lawns, flower beds, and orchard, and most substantially built and artistically finished Villa, containing 2 large living rooms and all modern conveniences; fitted up in the latest style. Everything in Perfect Order, the whole interior having been recently papered and painted. The present owner is carrying on a most lucrative Medical Practice, which is increasing daily, and is capable of very considerable expansion. PRICE for Property, £2750. Practice, with introduction to patients, given in. bbox=[328, 1246, 620, 1381]
ad-signature-sub: LEVIN. bbox=[1678, 517, 1706, 527]
classified-ad bbox=[633, 871, 925, 963]
ad-title: HARCOURT AND CO., bbox=[1315, 486, 1465, 501]
classified-ad bbox=[328, 267, 620, 490]
ad-body: 1850 ACRES, First-Class Sheep and Cattle Country, mostly improved, near Rail, way and Creamery. Price, £3 10s. per acre; £400 cash required or Exchange for Town Property. bbox=[938, 1165, 1230, 1198]
ad-signature-sub: TAURANGA. bbox=[1060, 817, 1109, 827]
ad-signature: A. E. KEMP, bbox=[751, 843, 807, 854]
column-heading: LAND NOTICES. bbox=[633, 60, 925, 79]
ad-title: WILLIAM H. TURNBULL & CO., bbox=[1582, 91, 1801, 105]
ad-body: TUESDAY, 1st JUNE. ABRAHAM AND WILLIAMS, LTD., will Sell as above, at 11 a.m.: 250 prime bullocks 300 prime sheep and lambs bbox=[22, 415, 277, 459]
ad-body: are instructed to sell at their Auction Rooms, at Featherston Street, Wellington, THIS (MONDAY) AFTERNOON, the 31st day of MAY, 1909, at 2.30 o'clock p.m., by order of the Mortgagee and under conduct of the Registrar of the Supreme Court of New Zealand, Wellington District— All that piece or parcel of land situate in the Township of Wadestown (Griffith's Road), containing Twenty-one decimal one (21.1) perches, being part of Section 16 in the said Township, being the whole of the land comprised in Certificate of Title, Volume 150, folio 54. A seven-roomed dwelling stands on the Section, the title to which is Land Transfer. For further particulars apply to MESSRS. FIELD, LUCKIE AND TOOGOOD, Solicitors, 109 Featherston Street, Or to the Auctioneers, bbox=[328, 110, 620, 245]
ad-signature-sub: LAND AND FINANCIAL AGENCY, NEW PLYMOUTH. bbox=[1591, 901, 1793, 912]
table-header-cell: Price per acre. bbox=[823, 1087, 877, 1098]
ad-title: IMPORTANT LAND SALE. bbox=[80, 1005, 257, 1020]
ad-title: TARANAKI FREEHOLDS. bbox=[1605, 698, 1778, 713]
ad-signature: LATHAM & CO., bbox=[129, 1501, 207, 1512]
